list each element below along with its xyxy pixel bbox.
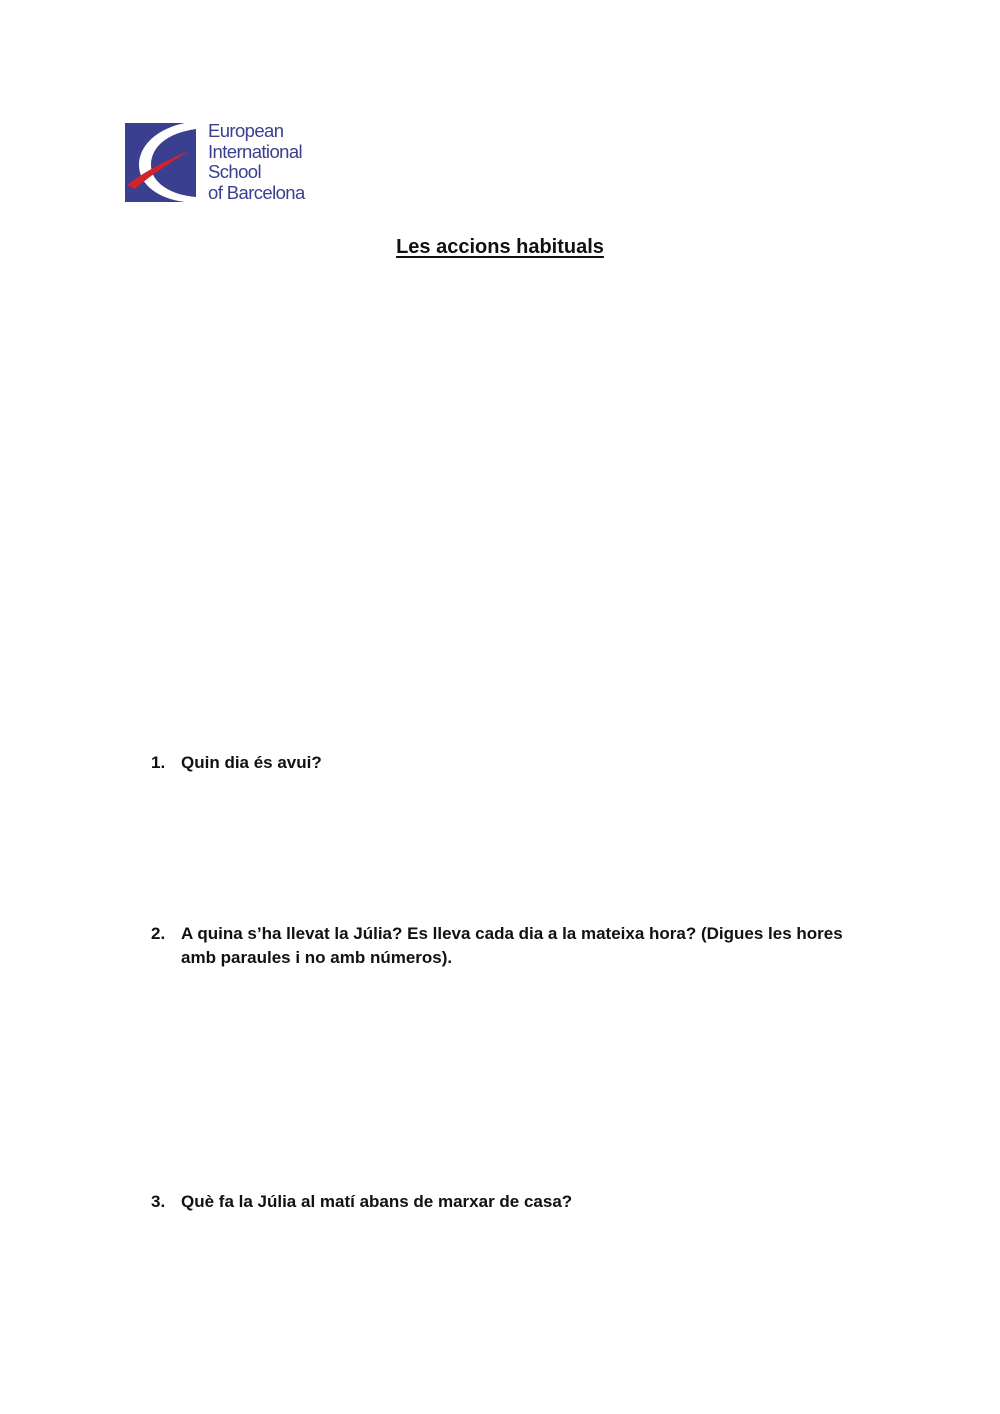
school-name [208,121,305,203]
question-text: Quin dia és avui? [181,753,322,772]
question-item [151,751,851,775]
school-name-line: International [208,140,303,162]
school-name-line: School [208,161,261,182]
school-name-line: of Barcelona [208,181,305,203]
school-name-line: European [208,120,284,141]
school-emblem-icon [125,123,196,202]
page-title: Les accions habituals [396,236,604,258]
question-item [151,1190,851,1214]
school-logo [125,121,325,203]
question-text: A quina s’ha llevat la Júlia? Es lleva cada dia a la mateixa hora? (Digues les hores amb paraules i no amb números). [181,924,843,967]
question-number: 2. [151,924,166,943]
question-number: 3. [151,1192,166,1211]
question-number: 1. [151,753,166,772]
question-text: Què fa la Júlia al matí abans de marxar de casa? [181,1192,573,1211]
question-item [151,922,851,970]
